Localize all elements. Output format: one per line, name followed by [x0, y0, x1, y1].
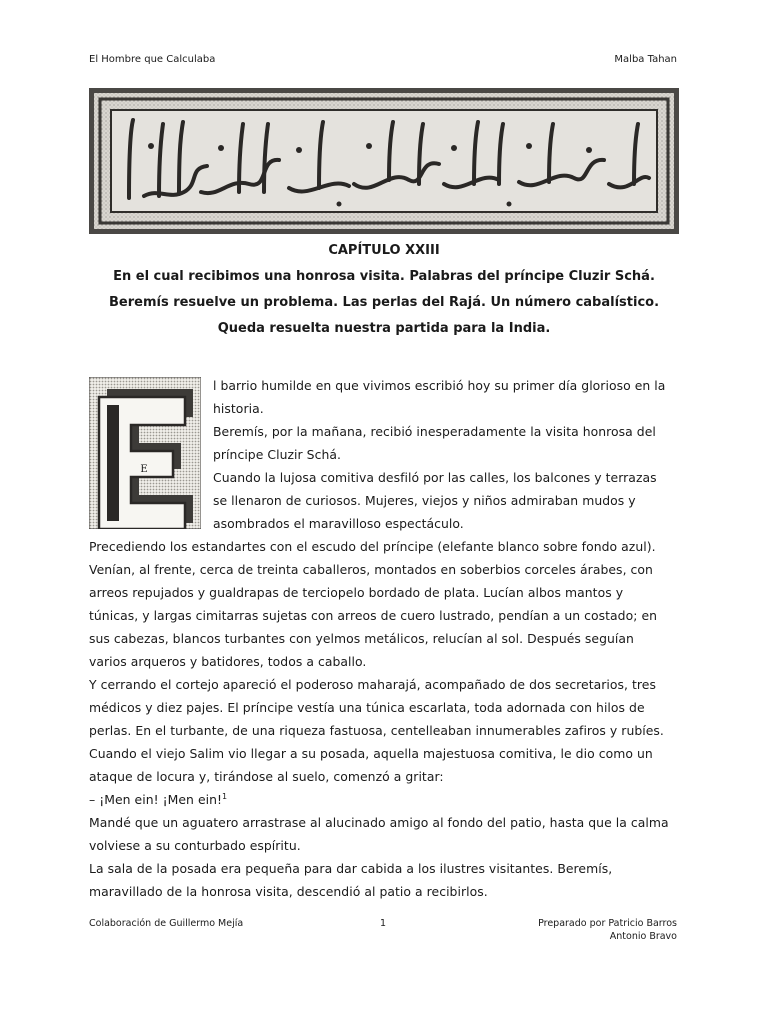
calligraphy-banner-image	[89, 88, 679, 234]
body-line: perlas. En el turbante, de una riqueza fastuosa, centelleaban innumerables zafiros y rubíes.	[89, 723, 664, 738]
body-line: ataque de locura y, tirándose al suelo, comenzó a gritar:	[89, 769, 444, 784]
chapter-subtitle-line: Beremís resuelve un problema. Las perlas del Rajá. Un número cabalístico.	[108, 295, 660, 310]
exclamation-text: – ¡Men ein! ¡Men ein!	[89, 792, 223, 807]
header-author: Malba Tahan	[614, 54, 677, 65]
body-line: príncipe Cluzir Schá.	[213, 447, 341, 462]
footer-credit: Colaboración de Guillermo Mejía	[89, 918, 244, 929]
body-line: médicos y diez pajes. El príncipe vestía una túnica escarlata, toda adornada con hilos de	[89, 700, 645, 715]
chapter-number: CAPÍTULO XXIII	[328, 243, 440, 258]
page-number: 1	[380, 918, 387, 929]
body-line: Cuando la lujosa comitiva desfiló por las calles, los balcones y terrazas	[213, 470, 657, 485]
body-line: volviese a su conturbado espíritu.	[89, 838, 301, 853]
chapter-heading	[89, 238, 679, 342]
body-line: túnicas, y largas cimitarras sujetas con arreos de cuero lustrado, pendían a un costado; en	[89, 608, 658, 623]
body-line: Y cerrando el cortejo apareció el poderoso maharajá, acompañado de dos secretarios, tres	[89, 677, 656, 692]
body-line: Precediendo los estandartes con el escudo del príncipe (elefante blanco sobre fondo azul).	[89, 539, 656, 554]
body-line: arreos repujados y gualdrapas de terciopelo bordado de plata. Lucían albos mantos y	[89, 585, 624, 600]
chapter-subtitle-line: Queda resuelta nuestra partida para la India.	[217, 321, 551, 336]
body-line: sus cabezas, blancos turbantes con yelmos metálicos, relucían al sol. Después seguían	[89, 631, 634, 646]
body-line: Beremís, por la mañana, recibió inesperadamente la visita honrosa del	[213, 424, 656, 439]
footer-prepared-by	[538, 917, 677, 943]
footer-prepared-line: Preparado por Patricio Barros	[538, 918, 677, 929]
exclamation-line	[89, 788, 689, 811]
body-line: historia.	[213, 401, 264, 416]
footnote-marker[interactable]: 1	[222, 791, 228, 801]
body-line: maravillado de la honrosa visita, descendió al patio a recibirlos.	[89, 884, 488, 899]
body-line: Venían, al frente, cerca de treinta caballeros, montados en soberbios corceles árabes, con	[89, 562, 653, 577]
header-book-title: El Hombre que Calculaba	[89, 54, 216, 65]
chapter-subtitle-line: En el cual recibimos una honrosa visita. Palabras del príncipe Cluzir Schá.	[113, 269, 655, 284]
footer-prepared-line: Antonio Bravo	[609, 931, 677, 942]
body-line: Cuando el viejo Salim vio llegar a su posada, aquella majestuosa comitiva, le dio como un	[89, 746, 653, 761]
body-line: La sala de la posada era pequeña para dar cabida a los ilustres visitantes. Beremís,	[89, 861, 613, 876]
body-line: varios arqueros y batidores, todos a caballo.	[89, 654, 367, 669]
drop-cap-letter: E	[140, 464, 148, 475]
chapter-body	[89, 374, 689, 903]
body-line: se llenaron de curiosos. Mujeres, viejos y niños admiraban mudos y	[213, 493, 636, 508]
body-line: Mandé que un aguatero arrastrase al alucinado amigo al fondo del patio, hasta que la calma	[89, 815, 669, 830]
body-line: asombrados el maravilloso espectáculo.	[213, 516, 464, 531]
body-line: l barrio humilde en que vivimos escribió hoy su primer día glorioso en la	[213, 378, 666, 393]
